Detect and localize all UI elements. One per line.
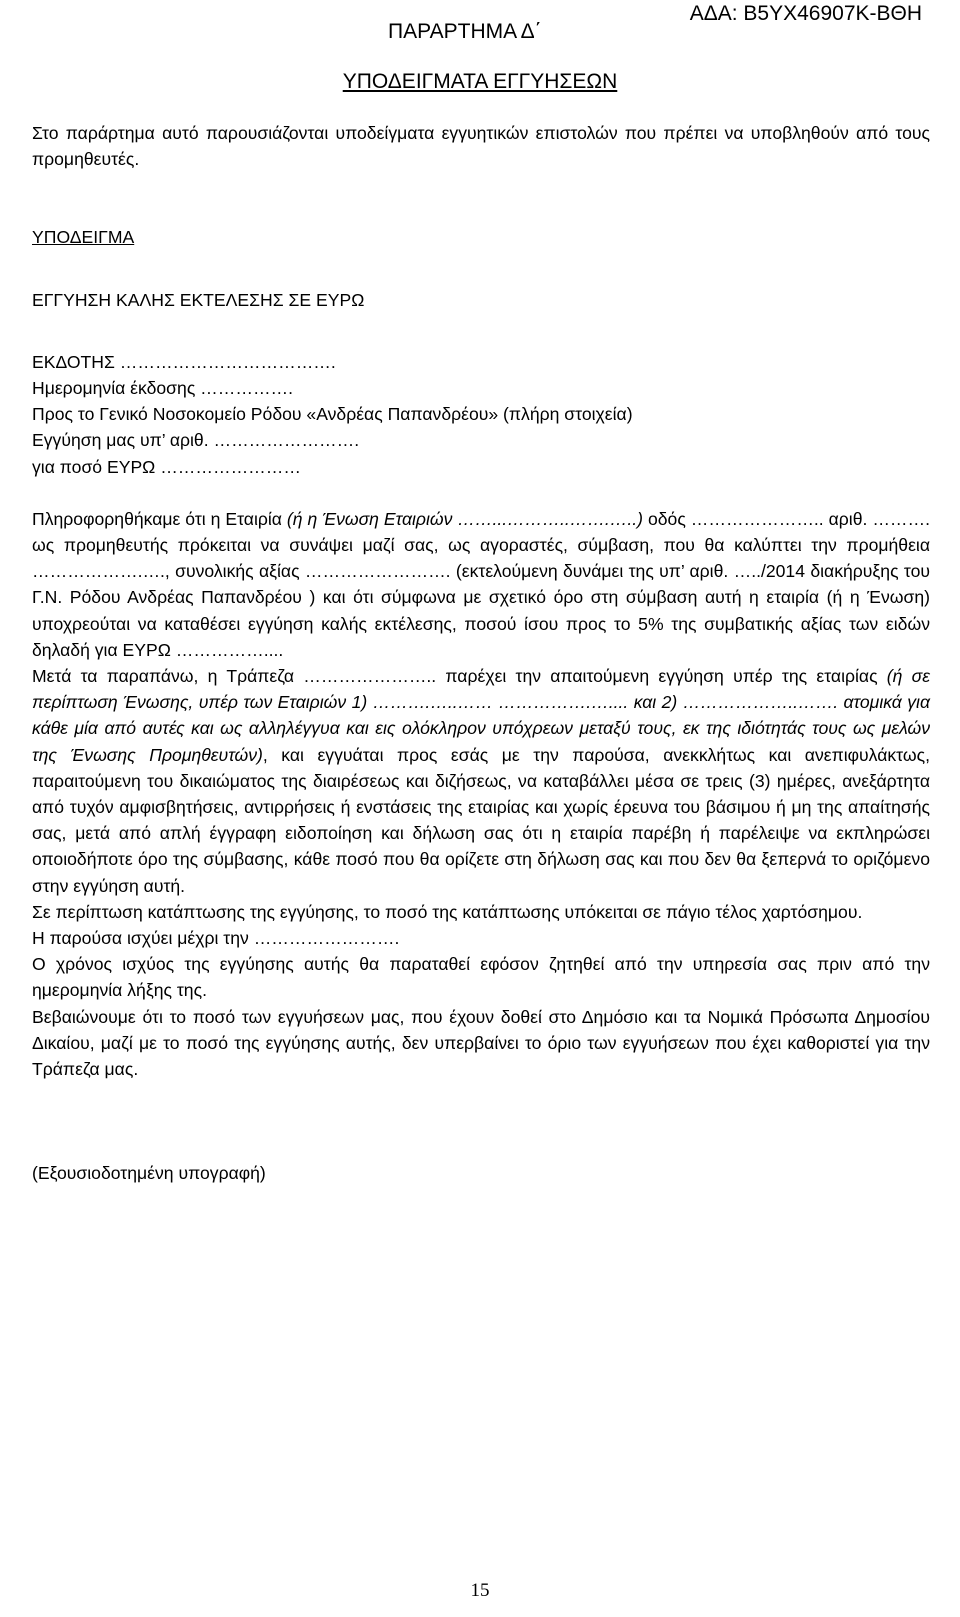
annex-title: ΠΑΡΑΡΤΗΜΑ Δ΄ [388,20,542,43]
body-paragraph-1 [32,506,930,663]
p1-text-a: Πληροφορηθήκαμε ότι η Εταιρία [32,508,287,529]
body-paragraph-3: Σε περίπτωση κατάπτωσης της εγγύησης, το ποσό της κατάπτωσης υπόκειται σε πάγιο τέλος χαρτόσημου. [32,901,863,922]
body-paragraph-2 [32,663,930,899]
sample-heading: ΥΠΟΔΕΙΓΜΑ [32,227,135,248]
body-paragraph-4: Η παρούσα ισχύει μέχρι την ……………………. [32,928,400,949]
guarantee-title: ΕΓΓΥΗΣΗ ΚΑΛΗΣ ΕΚΤΕΛΕΣΗΣ ΣΕ ΕΥΡΩ [32,289,365,310]
document-body [32,120,930,1187]
guarantee-number-field: Εγγύηση μας υπ’ αριθ. ……………………. [32,430,360,451]
p2-text-c: , και εγγυάται προς εσάς με την παρούσα, ανεκκλήτως και ανεπιφυλάκτως, παραιτούμενη του δικαιώματος της διαιρέσεως και διζήσεως, να καταβάλλει μέσα σε τρεις (3) ημέρες, ανεξάρτητα από τυχόν αμφισβητήσεις, αντιρρήσεις ή ενστάσεις της εταιρίας και χωρίς έρευνα του βάσιμου ή μη της απαίτησής σας, μετά από απλή έγγραφη ειδοποίηση και δήλωση σας ότι η εταιρία παρέβη ή παρέλειψε να εκπληρώσει οποιοδήποτε όρο της σύμβασης, κάθε ποσό που θα ορίζετε στη δήλωση σας και που δεν θα ξεπερνά το οριζόμενο στην εγγύηση αυτή. [32,744,930,896]
recipient-field: Προς το Γενικό Νοσοκομείο Ρόδου «Ανδρέας Παπανδρέου» (πλήρη στοιχεία) [32,404,633,425]
p2-text-italic: (ή σε περίπτωση Ένωσης, υπέρ των Εταιριών 1) ……….…..…… …………….….... και 2) ………………..……. ατομικά για κάθε μία από αυτές και ως αλληλέγγυα και εις ολόκληρον υπόχρεων μεταξύ τους, εκ της ιδιότητάς τους ως μελών της Ένωσης Προμηθευτών) [32,666,930,765]
p2-text-a: Μετά τα παραπάνω, η Τράπεζα ………………….. παρέχει την απαιτούμενη εγγύηση υπέρ της εταιρίας [32,666,887,687]
signature-line: (Εξουσιοδοτημένη υπογραφή) [32,1163,266,1184]
p1-text-italic: (ή η Ένωση Εταιριών ……...………..…….…..) [286,508,644,529]
body-paragraph-5: Ο χρόνος ισχύος της εγγύησης αυτής θα παραταθεί εφόσον ζητηθεί από την υπηρεσία σας πριν από την ημερομηνία λήξης της. [32,954,930,1001]
issue-date-field: Ημερομηνία έκδοσης ……………. [32,378,294,399]
ada-code: ΑΔΑ: Β5ΥΧ46907Κ-ΒΘΗ [689,2,922,25]
intro-paragraph: Στο παράρτημα αυτό παρουσιάζονται υποδείγματα εγγυητικών επιστολών που πρέπει να υποβληθούν από τους προμηθευτές. [32,123,930,170]
page-number: 15 [470,1580,490,1601]
issuer-field: ΕΚΔΟΤΗΣ ………………………………. [32,351,336,372]
amount-field: για ποσό ΕΥΡΩ …………………… [32,456,301,477]
body-paragraph-6: Βεβαιώνουμε ότι το ποσό των εγγυήσεων μας, που έχουν δοθεί στο Δημόσιο και τα Νομικά Πρόσωπα Δημοσίου Δικαίου, μαζί με το ποσό της εγγύησης αυτής, δεν υπερβαίνει το όριο των εγγυήσεων που έχει καθοριστεί για την Τράπεζα μας. [32,1006,930,1080]
p1-text-c: οδός ………………….. αριθ. ………. ως προμηθευτής πρόκειται να συνάψει μαζί σας, ως αγοραστές, σύμβαση, που θα καλύπτει την προμήθεια ……………….…., συνολικής αξίας ……………………. (εκτελούμενη δυνάμει της υπ’ αριθ. …../2014 διακήρυξης του Γ.Ν. Ρόδου Ανδρέας Παπανδρέου ) και ότι σύμφωνα με σχετικό όρο στη σύμβαση αυτή η εταιρία (ή η Ένωση) υποχρεούται να καταθέσει εγγύηση καλής εκτέλεσης, ποσού ίσου προς το 5% της συμβατικής αξίας των ειδών δηλαδή για ΕΥΡΩ …………….... [32,508,930,660]
samples-title: ΥΠΟΔΕΙΓΜΑΤΑ ΕΓΓΥΗΣΕΩΝ [342,70,618,93]
